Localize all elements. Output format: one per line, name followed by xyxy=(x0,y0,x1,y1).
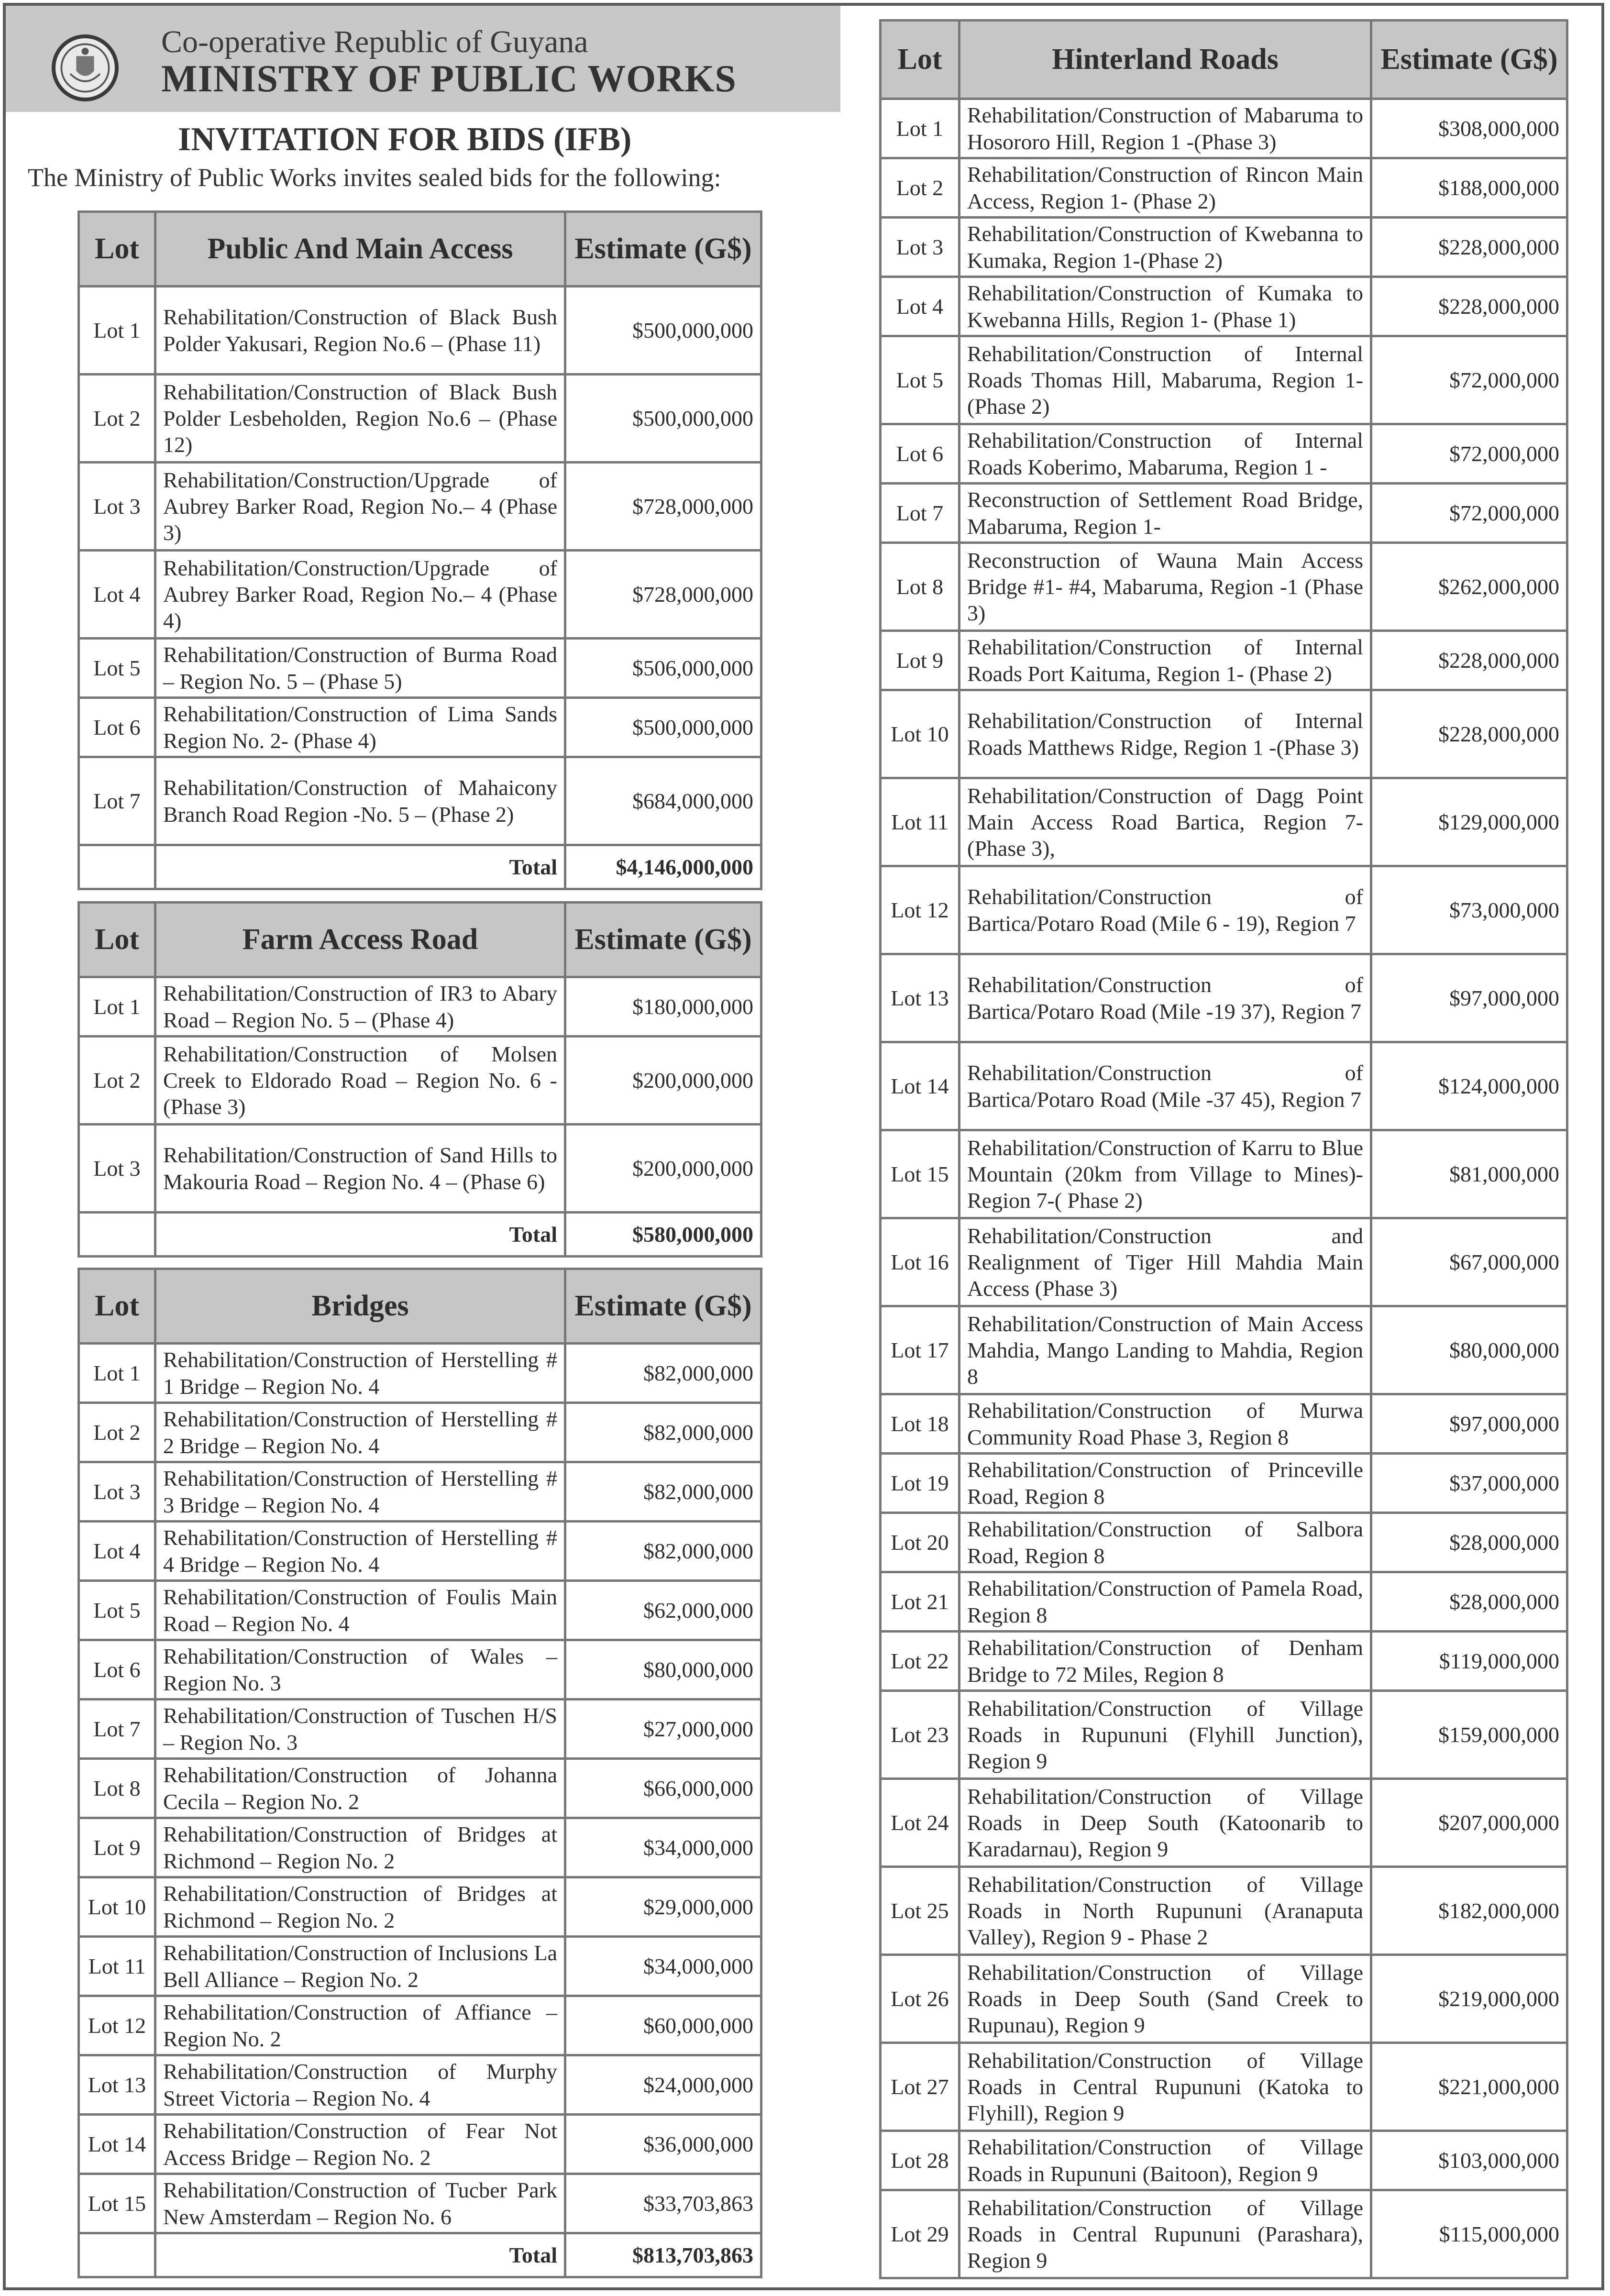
lot-number: Lot 6 xyxy=(79,1640,155,1700)
project-description: Rehabilitation/Construction of Village Roads in Central Rupununi (Parashara), Region 9 xyxy=(959,2190,1371,2278)
project-description: Rehabilitation/Construction of Burma Road – Region No. 5 – (Phase 5) xyxy=(155,639,565,698)
table-row xyxy=(79,1344,761,1403)
estimate-amount: $33,703,863 xyxy=(565,2174,761,2233)
table-row xyxy=(881,158,1567,218)
table-row xyxy=(881,1394,1567,1454)
estimate-amount: $200,000,000 xyxy=(565,1125,761,1213)
estimate-column-header: Estimate (G$) xyxy=(565,212,761,287)
project-description: Rehabilitation/Construction and Realignment of Tiger Hill Mahdia Main Access (Phase 3) xyxy=(959,1218,1371,1306)
lot-number: Lot 9 xyxy=(79,1818,155,1877)
project-description: Rehabilitation/Construction of Village Roads in Deep South (Katoonarib to Karadarnau), Region 9 xyxy=(959,1779,1371,1867)
total-label: Total xyxy=(155,1213,565,1257)
lot-number: Lot 15 xyxy=(79,2174,155,2233)
table-row xyxy=(79,977,761,1037)
project-description: Rehabilitation/Construction of Inclusions La Bell Alliance – Region No. 2 xyxy=(155,1937,565,1996)
lot-number: Lot 14 xyxy=(881,1042,959,1130)
project-description: Rehabilitation/Construction of Princeville Road, Region 8 xyxy=(959,1454,1371,1513)
lot-number: Lot 26 xyxy=(881,1955,959,2043)
table-row xyxy=(79,2055,761,2115)
project-description: Rehabilitation/Construction of Foulis Main Road – Region No. 4 xyxy=(155,1581,565,1640)
table-row xyxy=(881,954,1567,1042)
table-row xyxy=(79,1403,761,1462)
table-row xyxy=(881,2043,1567,2131)
lot-number: Lot 7 xyxy=(881,484,959,543)
estimate-amount: $24,000,000 xyxy=(565,2055,761,2115)
project-description: Rehabilitation/Construction of Mahaicony Branch Road Region -No. 5 – (Phase 2) xyxy=(155,757,565,845)
farm-access-road-table xyxy=(77,901,762,1258)
total-row xyxy=(79,1213,761,1257)
table-row xyxy=(79,757,761,845)
estimate-amount: $82,000,000 xyxy=(565,1522,761,1581)
lot-number: Lot 17 xyxy=(881,1306,959,1394)
lot-number: Lot 13 xyxy=(881,954,959,1042)
table-row xyxy=(79,1640,761,1700)
table-row xyxy=(881,1632,1567,1691)
lot-number: Lot 2 xyxy=(79,1403,155,1462)
table-row xyxy=(881,543,1567,631)
table-row xyxy=(79,1522,761,1581)
estimate-amount: $72,000,000 xyxy=(1371,424,1567,484)
project-description: Rehabilitation/Construction of Herstelling # 1 Bridge – Region No. 4 xyxy=(155,1344,565,1403)
lot-number: Lot 3 xyxy=(79,463,155,551)
estimate-amount: $506,000,000 xyxy=(565,639,761,698)
estimate-amount: $72,000,000 xyxy=(1371,336,1567,424)
estimate-amount: $219,000,000 xyxy=(1371,1955,1567,2043)
estimate-amount: $124,000,000 xyxy=(1371,1042,1567,1130)
project-description: Rehabilitation/Construction of Molsen Creek to Eldorado Road – Region No. 6 - (Phase 3) xyxy=(155,1037,565,1125)
project-description: Rehabilitation/Construction of Murphy Street Victoria – Region No. 4 xyxy=(155,2055,565,2115)
lot-number: Lot 1 xyxy=(79,1344,155,1403)
public-main-access-table xyxy=(77,210,762,890)
estimate-column-header: Estimate (G$) xyxy=(1371,21,1567,99)
lot-number: Lot 10 xyxy=(79,1877,155,1937)
table-row xyxy=(79,1877,761,1937)
total-label: Total xyxy=(155,2233,565,2277)
section-heading: Bridges xyxy=(155,1269,565,1344)
lot-number: Lot 13 xyxy=(79,2055,155,2115)
table-row xyxy=(881,1691,1567,1779)
project-description: Rehabilitation/Construction of IR3 to Abary Road – Region No. 5 – (Phase 4) xyxy=(155,977,565,1037)
page-title: INVITATION FOR BIDS (IFB) xyxy=(178,121,632,158)
estimate-amount: $34,000,000 xyxy=(565,1818,761,1877)
table-row xyxy=(881,1454,1567,1513)
intro-text: The Ministry of Public Works invites sealed bids for the following: xyxy=(28,163,721,192)
project-description: Rehabilitation/Construction of Sand Hills to Makouria Road – Region No. 4 – (Phase 6) xyxy=(155,1125,565,1213)
table-row xyxy=(881,1218,1567,1306)
project-description: Rehabilitation/Construction of Bartica/Potaro Road (Mile 6 - 19), Region 7 xyxy=(959,866,1371,954)
estimate-amount: $82,000,000 xyxy=(565,1403,761,1462)
estimate-amount: $500,000,000 xyxy=(565,287,761,375)
project-description: Rehabilitation/Construction of Village Roads in Central Rupununi (Katoka to Flyhill), Region 9 xyxy=(959,2043,1371,2131)
table-row xyxy=(881,1572,1567,1632)
estimate-amount: $200,000,000 xyxy=(565,1037,761,1125)
table-row xyxy=(881,1867,1567,1955)
estimate-amount: $308,000,000 xyxy=(1371,99,1567,158)
estimate-amount: $81,000,000 xyxy=(1371,1130,1567,1218)
table-row xyxy=(881,336,1567,424)
estimate-amount: $500,000,000 xyxy=(565,375,761,463)
project-description: Rehabilitation/Construction of Salbora Road, Region 8 xyxy=(959,1513,1371,1572)
section-heading: Farm Access Road xyxy=(155,903,565,977)
project-description: Rehabilitation/Construction of Dagg Point Main Access Road Bartica, Region 7- (Phase 3), xyxy=(959,778,1371,866)
table-row xyxy=(79,1462,761,1522)
coat-of-arms-icon xyxy=(52,34,119,101)
table-row xyxy=(881,277,1567,336)
lot-number: Lot 9 xyxy=(881,631,959,690)
total-row xyxy=(79,2233,761,2277)
estimate-amount: $684,000,000 xyxy=(565,757,761,845)
project-description: Rehabilitation/Construction of Tucber Park New Amsterdam – Region No. 6 xyxy=(155,2174,565,2233)
estimate-amount: $29,000,000 xyxy=(565,1877,761,1937)
table-row xyxy=(79,1125,761,1213)
lot-number: Lot 12 xyxy=(881,866,959,954)
table-row xyxy=(79,1759,761,1818)
project-description: Rehabilitation/Construction of Herstelling # 3 Bridge – Region No. 4 xyxy=(155,1462,565,1522)
estimate-amount: $188,000,000 xyxy=(1371,158,1567,218)
table-row xyxy=(881,1042,1567,1130)
estimate-amount: $228,000,000 xyxy=(1371,277,1567,336)
table-row xyxy=(881,1955,1567,2043)
estimate-amount: $103,000,000 xyxy=(1371,2131,1567,2190)
project-description: Rehabilitation/Construction of Black Bush Polder Yakusari, Region No.6 – (Phase 11) xyxy=(155,287,565,375)
estimate-amount: $27,000,000 xyxy=(565,1700,761,1759)
project-description: Rehabilitation/Construction of Affiance – Region No. 2 xyxy=(155,1996,565,2055)
table-row xyxy=(881,1513,1567,1572)
table-row xyxy=(79,1037,761,1125)
total-value: $4,146,000,000 xyxy=(565,845,761,889)
lot-number: Lot 1 xyxy=(881,99,959,158)
lot-number: Lot 11 xyxy=(881,778,959,866)
lot-number: Lot 4 xyxy=(79,551,155,639)
table-row xyxy=(881,690,1567,778)
table-row xyxy=(881,866,1567,954)
lot-column-header: Lot xyxy=(79,212,155,287)
lot-column-header: Lot xyxy=(79,1269,155,1344)
lot-number: Lot 15 xyxy=(881,1130,959,1218)
lot-number: Lot 10 xyxy=(881,690,959,778)
estimate-amount: $28,000,000 xyxy=(1371,1513,1567,1572)
table-row xyxy=(79,1700,761,1759)
lot-number: Lot 12 xyxy=(79,1996,155,2055)
table-row xyxy=(79,639,761,698)
table-row xyxy=(881,631,1567,690)
project-description: Rehabilitation/Construction of Internal Roads Matthews Ridge, Region 1 -(Phase 3) xyxy=(959,690,1371,778)
project-description: Rehabilitation/Construction of Village Roads in Rupununi (Baitoon), Region 9 xyxy=(959,2131,1371,2190)
lot-number: Lot 24 xyxy=(881,1779,959,1867)
estimate-amount: $34,000,000 xyxy=(565,1937,761,1996)
total-value: $813,703,863 xyxy=(565,2233,761,2277)
lot-number: Lot 2 xyxy=(79,375,155,463)
project-description: Rehabilitation/Construction of Kwebanna to Kumaka, Region 1-(Phase 2) xyxy=(959,218,1371,277)
project-description: Rehabilitation/Construction of Lima Sands Region No. 2- (Phase 4) xyxy=(155,698,565,757)
lot-number: Lot 3 xyxy=(79,1125,155,1213)
estimate-amount: $82,000,000 xyxy=(565,1344,761,1403)
table-row xyxy=(881,778,1567,866)
estimate-column-header: Estimate (G$) xyxy=(565,1269,761,1344)
project-description: Rehabilitation/Construction/Upgrade of Aubrey Barker Road, Region No.– 4 (Phase 3) xyxy=(155,463,565,551)
lot-column-header: Lot xyxy=(881,21,959,99)
project-description: Rehabilitation/Construction of Kumaka to Kwebanna Hills, Region 1- (Phase 1) xyxy=(959,277,1371,336)
estimate-amount: $28,000,000 xyxy=(1371,1572,1567,1632)
project-description: Rehabilitation/Construction of Bartica/Potaro Road (Mile -19 37), Region 7 xyxy=(959,954,1371,1042)
estimate-amount: $159,000,000 xyxy=(1371,1691,1567,1779)
table-row xyxy=(881,1779,1567,1867)
lot-number: Lot 3 xyxy=(79,1462,155,1522)
lot-number: Lot 22 xyxy=(881,1632,959,1691)
lot-number: Lot 18 xyxy=(881,1394,959,1454)
project-description: Rehabilitation/Construction of Mabaruma to Hosororo Hill, Region 1 -(Phase 3) xyxy=(959,99,1371,158)
project-description: Rehabilitation/Construction of Internal Roads Port Kaituma, Region 1- (Phase 2) xyxy=(959,631,1371,690)
lot-number: Lot 1 xyxy=(79,287,155,375)
lot-number: Lot 29 xyxy=(881,2190,959,2278)
table-row xyxy=(881,2190,1567,2278)
table-row xyxy=(881,218,1567,277)
estimate-amount: $180,000,000 xyxy=(565,977,761,1037)
section-heading: Hinterland Roads xyxy=(959,21,1371,99)
project-description: Rehabilitation/Construction of Black Bush Polder Lesbeholden, Region No.6 – (Phase 12) xyxy=(155,375,565,463)
table-row xyxy=(79,375,761,463)
project-description: Rehabilitation/Construction of Village Roads in Rupununi (Flyhill Junction), Region 9 xyxy=(959,1691,1371,1779)
project-description: Rehabilitation/Construction of Tuschen H/S – Region No. 3 xyxy=(155,1700,565,1759)
lot-number: Lot 23 xyxy=(881,1691,959,1779)
project-description: Rehabilitation/Construction of Murwa Community Road Phase 3, Region 8 xyxy=(959,1394,1371,1454)
total-row xyxy=(79,845,761,889)
estimate-amount: $228,000,000 xyxy=(1371,218,1567,277)
estimate-amount: $60,000,000 xyxy=(565,1996,761,2055)
estimate-amount: $62,000,000 xyxy=(565,1581,761,1640)
estimate-amount: $262,000,000 xyxy=(1371,543,1567,631)
lot-number: Lot 2 xyxy=(79,1037,155,1125)
lot-number: Lot 28 xyxy=(881,2131,959,2190)
project-description: Rehabilitation/Construction of Johanna Cecila – Region No. 2 xyxy=(155,1759,565,1818)
estimate-amount: $500,000,000 xyxy=(565,698,761,757)
lot-column-header: Lot xyxy=(79,903,155,977)
table-row xyxy=(79,1581,761,1640)
estimate-amount: $119,000,000 xyxy=(1371,1632,1567,1691)
project-description: Rehabilitation/Construction of Wales – Region No. 3 xyxy=(155,1640,565,1700)
lot-number: Lot 4 xyxy=(79,1522,155,1581)
lot-number: Lot 5 xyxy=(79,1581,155,1640)
project-description: Rehabilitation/Construction of Pamela Road, Region 8 xyxy=(959,1572,1371,1632)
lot-number: Lot 7 xyxy=(79,757,155,845)
lot-number: Lot 6 xyxy=(881,424,959,484)
estimate-amount: $129,000,000 xyxy=(1371,778,1567,866)
header-banner xyxy=(6,6,840,112)
project-description: Rehabilitation/Construction of Village Roads in North Rupununi (Aranaputa Valley), Region 9 - Phase 2 xyxy=(959,1867,1371,1955)
estimate-amount: $97,000,000 xyxy=(1371,954,1567,1042)
estimate-amount: $80,000,000 xyxy=(1371,1306,1567,1394)
lot-number: Lot 21 xyxy=(881,1572,959,1632)
lot-number: Lot 25 xyxy=(881,1867,959,1955)
lot-number: Lot 20 xyxy=(881,1513,959,1572)
bridges-table xyxy=(77,1268,762,2278)
estimate-amount: $72,000,000 xyxy=(1371,484,1567,543)
lot-number: Lot 19 xyxy=(881,1454,959,1513)
lot-number: Lot 16 xyxy=(881,1218,959,1306)
total-label: Total xyxy=(155,845,565,889)
estimate-amount: $67,000,000 xyxy=(1371,1218,1567,1306)
estimate-amount: $182,000,000 xyxy=(1371,1867,1567,1955)
table-row xyxy=(79,1996,761,2055)
estimate-amount: $36,000,000 xyxy=(565,2115,761,2174)
table-row xyxy=(79,698,761,757)
lot-number: Lot 11 xyxy=(79,1937,155,1996)
lot-number: Lot 5 xyxy=(881,336,959,424)
project-description: Reconstruction of Wauna Main Access Bridge #1- #4, Mabaruma, Region -1 (Phase 3) xyxy=(959,543,1371,631)
table-row xyxy=(79,2174,761,2233)
estimate-amount: $97,000,000 xyxy=(1371,1394,1567,1454)
project-description: Rehabilitation/Construction of Internal Roads Thomas Hill, Mabaruma, Region 1- (Phase 2) xyxy=(959,336,1371,424)
estimate-amount: $221,000,000 xyxy=(1371,2043,1567,2131)
project-description: Rehabilitation/Construction of Rincon Main Access, Region 1- (Phase 2) xyxy=(959,158,1371,218)
estimate-amount: $82,000,000 xyxy=(565,1462,761,1522)
country-name: Co-operative Republic of Guyana xyxy=(161,24,588,59)
ministry-name: MINISTRY OF PUBLIC WORKS xyxy=(161,58,737,100)
lot-number: Lot 6 xyxy=(79,698,155,757)
project-description: Rehabilitation/Construction of Bridges at Richmond – Region No. 2 xyxy=(155,1818,565,1877)
estimate-amount: $37,000,000 xyxy=(1371,1454,1567,1513)
project-description: Rehabilitation/Construction of Denham Bridge to 72 Miles, Region 8 xyxy=(959,1632,1371,1691)
table-row xyxy=(79,2115,761,2174)
project-description: Reconstruction of Settlement Road Bridge, Mabaruma, Region 1- xyxy=(959,484,1371,543)
project-description: Rehabilitation/Construction of Herstelling # 2 Bridge – Region No. 4 xyxy=(155,1403,565,1462)
lot-number: Lot 8 xyxy=(79,1759,155,1818)
table-row xyxy=(881,484,1567,543)
lot-number: Lot 7 xyxy=(79,1700,155,1759)
total-value: $580,000,000 xyxy=(565,1213,761,1257)
lot-number: Lot 14 xyxy=(79,2115,155,2174)
table-row xyxy=(881,99,1567,158)
estimate-amount: $228,000,000 xyxy=(1371,631,1567,690)
project-description: Rehabilitation/Construction of Fear Not Access Bridge – Region No. 2 xyxy=(155,2115,565,2174)
lot-number: Lot 27 xyxy=(881,2043,959,2131)
estimate-amount: $73,000,000 xyxy=(1371,866,1567,954)
lot-number: Lot 1 xyxy=(79,977,155,1037)
estimate-amount: $80,000,000 xyxy=(565,1640,761,1700)
estimate-column-header: Estimate (G$) xyxy=(565,903,761,977)
hinterland-roads-table xyxy=(879,19,1568,2279)
estimate-amount: $728,000,000 xyxy=(565,551,761,639)
table-row xyxy=(79,287,761,375)
table-row xyxy=(881,1306,1567,1394)
lot-number: Lot 3 xyxy=(881,218,959,277)
estimate-amount: $115,000,000 xyxy=(1371,2190,1567,2278)
estimate-amount: $228,000,000 xyxy=(1371,690,1567,778)
table-row xyxy=(79,1818,761,1877)
table-row xyxy=(881,424,1567,484)
table-row xyxy=(881,2131,1567,2190)
lot-number: Lot 4 xyxy=(881,277,959,336)
project-description: Rehabilitation/Construction/Upgrade of Aubrey Barker Road, Region No.– 4 (Phase 4) xyxy=(155,551,565,639)
estimate-amount: $207,000,000 xyxy=(1371,1779,1567,1867)
table-row xyxy=(881,1130,1567,1218)
project-description: Rehabilitation/Construction of Herstelling # 4 Bridge – Region No. 4 xyxy=(155,1522,565,1581)
lot-number: Lot 2 xyxy=(881,158,959,218)
lot-number: Lot 5 xyxy=(79,639,155,698)
section-heading: Public And Main Access xyxy=(155,212,565,287)
project-description: Rehabilitation/Construction of Village Roads in Deep South (Sand Creek to Rupunau), Region 9 xyxy=(959,1955,1371,2043)
table-row xyxy=(79,551,761,639)
project-description: Rehabilitation/Construction of Karru to Blue Mountain (20km from Village to Mines)- Region 7-( Phase 2) xyxy=(959,1130,1371,1218)
project-description: Rehabilitation/Construction of Bartica/Potaro Road (Mile -37 45), Region 7 xyxy=(959,1042,1371,1130)
table-row xyxy=(79,1937,761,1996)
project-description: Rehabilitation/Construction of Main Access Mahdia, Mango Landing to Mahdia, Region 8 xyxy=(959,1306,1371,1394)
project-description: Rehabilitation/Construction of Bridges at Richmond – Region No. 2 xyxy=(155,1877,565,1937)
table-row xyxy=(79,463,761,551)
project-description: Rehabilitation/Construction of Internal Roads Koberimo, Mabaruma, Region 1 - xyxy=(959,424,1371,484)
estimate-amount: $728,000,000 xyxy=(565,463,761,551)
lot-number: Lot 8 xyxy=(881,543,959,631)
estimate-amount: $66,000,000 xyxy=(565,1759,761,1818)
